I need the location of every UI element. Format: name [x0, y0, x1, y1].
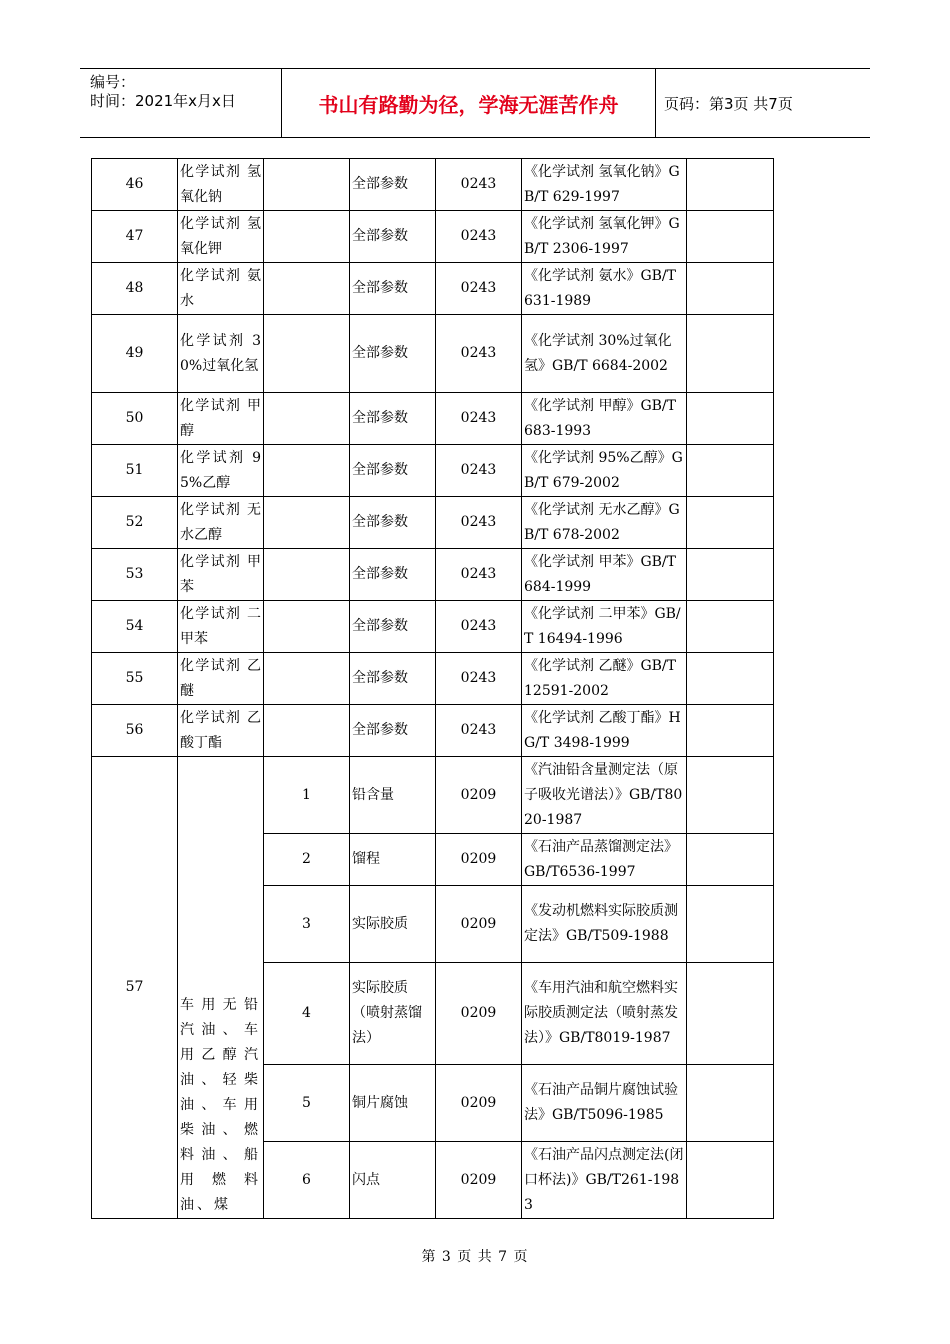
row-number: 51 [92, 445, 178, 497]
sub-number [264, 497, 350, 549]
standard-ref: 《化学试剂 甲苯》GB/T 684-1999 [522, 549, 687, 601]
standard-ref: 《车用汽油和航空燃料实际胶质测定法（喷射蒸发法）》GB/T8019-1987 [522, 963, 687, 1065]
table-row [92, 445, 774, 497]
reagent-name: 化学试剂 二甲苯 [178, 601, 264, 653]
code-label: 编号： [90, 73, 136, 91]
test-item: 闪点 [350, 1142, 436, 1219]
test-item: 全部参数 [350, 263, 436, 315]
category-code: 0243 [436, 315, 522, 393]
test-item: 铜片腐蚀 [350, 1065, 436, 1142]
sub-number: 4 [264, 963, 350, 1065]
row-number: 53 [92, 549, 178, 601]
remark [687, 315, 774, 393]
sub-number [264, 549, 350, 601]
row-number: 52 [92, 497, 178, 549]
category-code: 0209 [436, 757, 522, 834]
category-code: 0209 [436, 963, 522, 1065]
table-row [92, 393, 774, 445]
table-row [92, 263, 774, 315]
remark [687, 963, 774, 1065]
test-item: 实际胶质（喷射蒸馏法） [350, 963, 436, 1065]
product-name: 车用无铅汽油、车用乙醇汽油、轻柴油、车用柴油、燃料油、船用燃料油、煤 [178, 757, 264, 1219]
motto: 书山有路勤为径，学海无涯苦作舟 [282, 69, 656, 137]
test-item: 全部参数 [350, 549, 436, 601]
category-code: 0243 [436, 445, 522, 497]
reagent-name: 化学试剂 氢氧化钠 [178, 159, 264, 211]
sub-number: 6 [264, 1142, 350, 1219]
reagent-name: 化学试剂 甲醇 [178, 393, 264, 445]
category-code: 0209 [436, 886, 522, 963]
row-number: 55 [92, 653, 178, 705]
row-number: 57 [92, 757, 178, 1219]
test-item: 实际胶质 [350, 886, 436, 963]
reagent-name: 化学试剂 无水乙醇 [178, 497, 264, 549]
standard-ref: 《化学试剂 氨水》GB/T631-1989 [522, 263, 687, 315]
reagent-name: 化学试剂 氢氧化钾 [178, 211, 264, 263]
test-item: 全部参数 [350, 211, 436, 263]
remark [687, 886, 774, 963]
page-header [80, 68, 870, 138]
test-item: 全部参数 [350, 497, 436, 549]
category-code: 0243 [436, 393, 522, 445]
table-row [92, 497, 774, 549]
sub-number [264, 315, 350, 393]
test-item: 馏程 [350, 834, 436, 886]
standard-ref: 《化学试剂 氢氧化钠》GB/T 629-1997 [522, 159, 687, 211]
category-code: 0243 [436, 601, 522, 653]
standard-ref: 《发动机燃料实际胶质测定法》GB/T509-1988 [522, 886, 687, 963]
sub-number [264, 653, 350, 705]
standard-ref: 《化学试剂 乙酸丁酯》HG/T 3498-1999 [522, 705, 687, 757]
table-row [92, 159, 774, 211]
remark [687, 445, 774, 497]
remark [687, 211, 774, 263]
table-row [92, 315, 774, 393]
category-code: 0243 [436, 705, 522, 757]
category-code: 0243 [436, 211, 522, 263]
test-item: 全部参数 [350, 705, 436, 757]
table-row [92, 653, 774, 705]
reagent-name: 化学试剂 30%过氧化氢 [178, 315, 264, 393]
sub-number: 2 [264, 834, 350, 886]
table-row [92, 549, 774, 601]
remark [687, 497, 774, 549]
remark [687, 601, 774, 653]
remark [687, 549, 774, 601]
row-number: 50 [92, 393, 178, 445]
standard-ref: 《汽油铅含量测定法（原子吸收光谱法）》GB/T8020-1987 [522, 757, 687, 834]
page-footer: 第 3 页 共 7 页 [421, 1249, 529, 1265]
sub-number: 5 [264, 1065, 350, 1142]
standard-ref: 《化学试剂 无水乙醇》GB/T 678-2002 [522, 497, 687, 549]
standard-ref: 《石油产品闪点测定法(闭口杯法)》GB/T261-1983 [522, 1142, 687, 1219]
standard-ref: 《石油产品铜片腐蚀试验法》GB/T5096-1985 [522, 1065, 687, 1142]
sub-number: 3 [264, 886, 350, 963]
test-item: 全部参数 [350, 315, 436, 393]
category-code: 0243 [436, 159, 522, 211]
sub-number: 1 [264, 757, 350, 834]
sub-number [264, 211, 350, 263]
reagent-name: 化学试剂 乙醚 [178, 653, 264, 705]
test-item: 全部参数 [350, 653, 436, 705]
row-number: 49 [92, 315, 178, 393]
category-code: 0243 [436, 263, 522, 315]
sub-number [264, 263, 350, 315]
category-code: 0209 [436, 1142, 522, 1219]
remark [687, 757, 774, 834]
category-code: 0243 [436, 497, 522, 549]
table-row [92, 705, 774, 757]
remark [687, 159, 774, 211]
test-item: 全部参数 [350, 393, 436, 445]
row-number: 47 [92, 211, 178, 263]
table-row [92, 211, 774, 263]
reagent-name: 化学试剂 氨水 [178, 263, 264, 315]
test-item: 铅含量 [350, 757, 436, 834]
remark [687, 653, 774, 705]
remark [687, 393, 774, 445]
date-line: 时间：2021年x月x日 [90, 92, 236, 110]
test-item: 全部参数 [350, 159, 436, 211]
category-code: 0243 [436, 549, 522, 601]
test-item: 全部参数 [350, 601, 436, 653]
standard-ref: 《化学试剂 95%乙醇》GB/T 679-2002 [522, 445, 687, 497]
standards-table [91, 158, 774, 1219]
sub-number [264, 601, 350, 653]
remark [687, 1065, 774, 1142]
standard-ref: 《石油产品蒸馏测定法》GB/T6536-1997 [522, 834, 687, 886]
header-meta [80, 69, 282, 137]
sub-number [264, 705, 350, 757]
page-info: 页码：第3页 共7页 [664, 94, 793, 113]
reagent-name: 化学试剂 甲苯 [178, 549, 264, 601]
row-number: 54 [92, 601, 178, 653]
row-number: 46 [92, 159, 178, 211]
reagent-name: 化学试剂 95%乙醇 [178, 445, 264, 497]
remark [687, 705, 774, 757]
standard-ref: 《化学试剂 氢氧化钾》GB/T 2306-1997 [522, 211, 687, 263]
category-code: 0243 [436, 653, 522, 705]
standard-ref: 《化学试剂 甲醇》GB/T683-1993 [522, 393, 687, 445]
reagent-name: 化学试剂 乙酸丁酯 [178, 705, 264, 757]
category-code: 0209 [436, 834, 522, 886]
table-row [92, 601, 774, 653]
standard-ref: 《化学试剂 乙醚》GB/T 12591-2002 [522, 653, 687, 705]
sub-number [264, 159, 350, 211]
sub-number [264, 445, 350, 497]
standard-ref: 《化学试剂 30%过氧化氢》GB/T 6684-2002 [522, 315, 687, 393]
remark [687, 834, 774, 886]
remark [687, 1142, 774, 1219]
category-code: 0209 [436, 1065, 522, 1142]
remark [687, 263, 774, 315]
sub-number [264, 393, 350, 445]
standard-ref: 《化学试剂 二甲苯》GB/T 16494-1996 [522, 601, 687, 653]
row-number: 48 [92, 263, 178, 315]
test-item: 全部参数 [350, 445, 436, 497]
row-number: 56 [92, 705, 178, 757]
table-row [92, 757, 774, 834]
